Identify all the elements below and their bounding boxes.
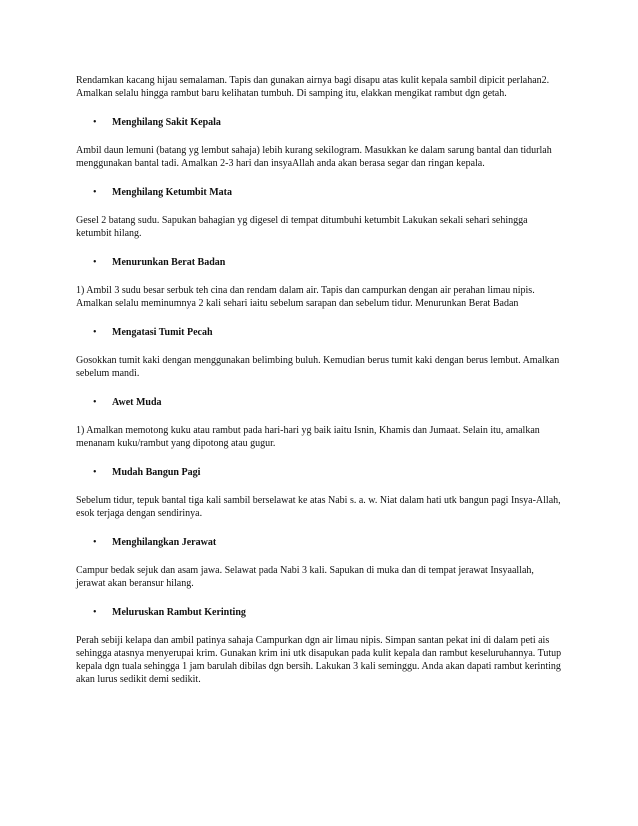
section-heading-text: Awet Muda [112, 396, 162, 408]
section-paragraph: Sebelum tidur, tepuk bantal tiga kali sambil berselawat ke atas Nabi s. a. w. Niat dalam hati utk bangun pagi Insya-Allah, esok terjaga dengan sendirinya. [76, 495, 561, 519]
section-heading [76, 466, 564, 479]
document-page [76, 74, 564, 730]
section-paragraph: Perah sebiji kelapa dan ambil patinya sahaja Campurkan dgn air limau nipis. Simpan santan pekat ini di dalam peti ais sehingga atasnya menyerupai krim. Gunakan krim ini utk disapukan pada kulit kepala dan rambut keseluruhannya. Tutup kepala dgn tuala sehingga 1 jam barulah dibilas dgn bersih. Lakukan 3 kali seminggu. Anda akan dapati rambut kerinting akan lurus sedikit demi sedikit. [76, 635, 562, 685]
section-heading [76, 256, 564, 269]
intro-paragraph: Rendamkan kacang hijau semalaman. Tapis dan gunakan airnya bagi disapu atas kulit kepala sambil dipicit perlahan2. Amalkan selalu hingga rambut baru kelihatan tumbuh. Di samping itu, elakkan mengikat rambut dgn getah. [76, 75, 550, 99]
section-paragraph: 1) Amalkan memotong kuku atau rambut pada hari-hari yg baik iaitu Isnin, Khamis dan Jumaat. Selain itu, amalkan menanam kuku/rambut yang dipotong atau gugur. [76, 425, 540, 449]
bullet-icon: • [93, 326, 97, 338]
section-paragraph: Gesel 2 batang sudu. Sapukan bahagian yg digesel di tempat ditumbuhi ketumbit Lakukan sekali sehari sehingga ketumbit hilang. [76, 215, 528, 239]
section-heading [76, 116, 564, 129]
section-heading [76, 326, 564, 339]
bullet-icon: • [93, 536, 97, 548]
section-heading [76, 606, 564, 619]
bullet-icon: • [93, 466, 97, 478]
bullet-icon: • [93, 396, 97, 408]
section-paragraph: Ambil daun lemuni (batang yg lembut sahaja) lebih kurang sekilogram. Masukkan ke dalam sarung bantal dan tidurlah menggunakan bantal tadi. Amalkan 2-3 hari dan insyaAllah anda akan berasa segar dan ringan kepala. [76, 145, 552, 169]
section-heading-text: Menghilang Sakit Kepala [112, 116, 221, 128]
section-heading-text: Mudah Bangun Pagi [112, 466, 201, 478]
section-paragraph: Gosokkan tumit kaki dengan menggunakan belimbing buluh. Kemudian berus tumit kaki dengan berus lembut. Amalkan sebelum mandi. [76, 355, 560, 379]
bullet-icon: • [93, 116, 97, 128]
section-paragraph: Campur bedak sejuk dan asam jawa. Selawat pada Nabi 3 kali. Sapukan di muka dan di tempat jerawat Insyaallah, jerawat akan beransur hilang. [76, 565, 534, 589]
section-heading-text: Menghilangkan Jerawat [112, 536, 217, 548]
section-heading-text: Menurunkan Berat Badan [112, 256, 226, 268]
section-heading-text: Meluruskan Rambut Kerinting [112, 606, 246, 618]
section-heading [76, 536, 564, 549]
bullet-icon: • [93, 186, 97, 198]
section-heading-text: Mengatasi Tumit Pecah [112, 326, 213, 338]
bullet-icon: • [93, 606, 97, 618]
section-paragraph: 1) Ambil 3 sudu besar serbuk teh cina dan rendam dalam air. Tapis dan campurkan dengan air perahan limau nipis. Amalkan selalu meminumnya 2 kali sehari iaitu sebelum sarapan dan sebelum tidur. Menurunkan Berat Badan [76, 285, 535, 309]
section-heading [76, 186, 564, 199]
section-heading [76, 396, 564, 409]
bullet-icon: • [93, 256, 97, 268]
section-heading [76, 702, 564, 715]
section-heading-text: Menghilang Ketumbit Mata [112, 186, 232, 198]
